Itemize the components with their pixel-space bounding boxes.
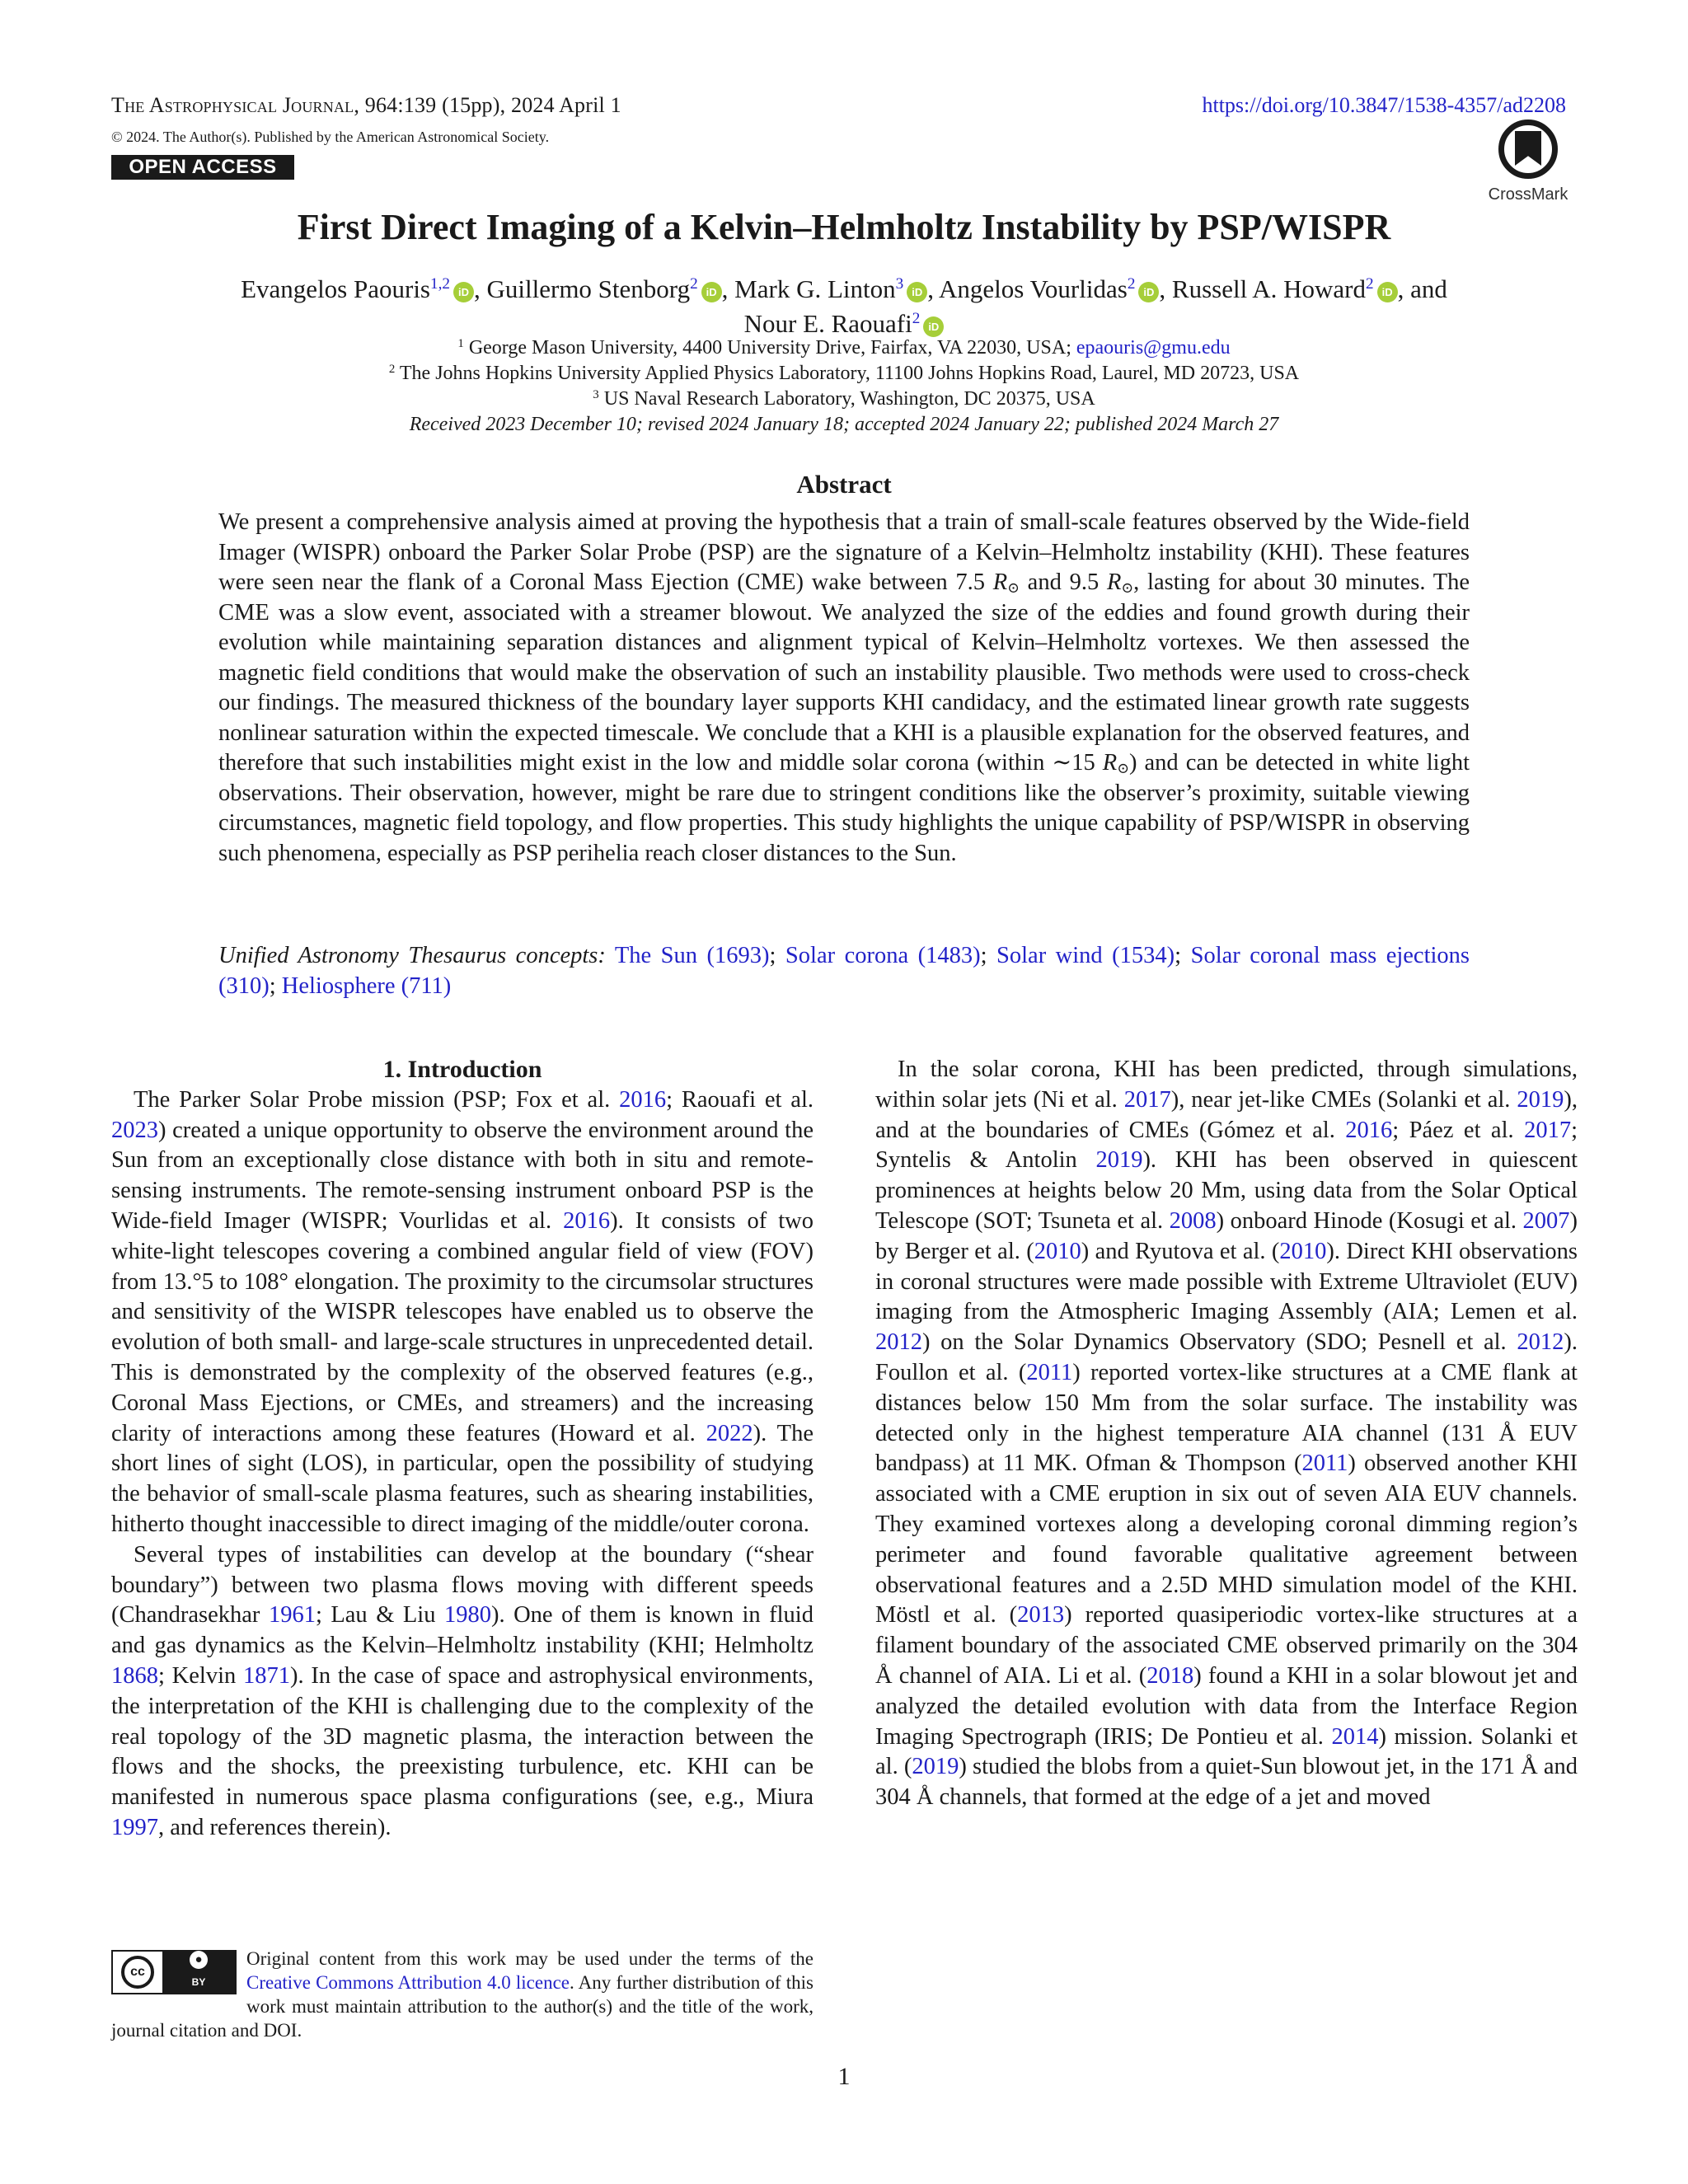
journal-name: The Astrophysical Journal <box>111 93 354 117</box>
orcid-icon[interactable]: iD <box>1377 282 1398 302</box>
affiliation-3: $^3$ US Naval Research Laboratory, Washington, DC 20375, USA <box>593 387 1095 410</box>
citation-link[interactable]: 1961 <box>268 1602 316 1629</box>
orcid-icon[interactable]: iD <box>1138 282 1159 302</box>
crossmark-button[interactable] <box>1475 120 1574 210</box>
citation-link[interactable]: 2016 <box>1345 1117 1393 1143</box>
citation-link[interactable]: 2010 <box>1034 1238 1081 1264</box>
doi-link[interactable]: https://doi.org/10.3847/1538-4357/ad2208 <box>1202 93 1566 117</box>
citation-link[interactable]: 1871 <box>242 1662 290 1689</box>
citation-link[interactable]: 2012 <box>1517 1329 1564 1356</box>
uat-link[interactable]: Heliosphere (711) <box>281 972 452 999</box>
paper-title: First Direct Imaging of a Kelvin–Helmholtz Instability by PSP/WISPR <box>297 207 1391 247</box>
uat-link[interactable]: The Sun (1693) <box>614 943 770 968</box>
citation-link[interactable]: 2011 <box>1301 1451 1348 1477</box>
author: Mark G. Linton$^3$ iD , <box>734 274 940 303</box>
citation-link[interactable]: 2023 <box>111 1117 158 1143</box>
citation-link[interactable]: 2014 <box>1331 1723 1379 1750</box>
citation-link[interactable]: 2019 <box>1517 1086 1564 1113</box>
citation-link[interactable]: 1980 <box>443 1602 491 1629</box>
left-column <box>111 1055 814 1844</box>
cc-by-badge[interactable] <box>111 1950 237 1994</box>
affiliation-2: $^2$ The Johns Hopkins University Applied Physics Laboratory, 11100 Johns Hopkins Road, Laurel, MD 20723, USA <box>388 362 1300 384</box>
right-column <box>875 1055 1578 1813</box>
citation-link[interactable]: 2013 <box>1017 1602 1065 1629</box>
citation-link[interactable]: 1997 <box>111 1814 158 1840</box>
citation-link[interactable]: 2018 <box>1146 1662 1194 1689</box>
open-access-badge: OPEN ACCESS <box>111 155 294 180</box>
journal-citation <box>111 93 621 118</box>
page-number: 1 <box>837 2063 851 2090</box>
uat-link[interactable]: Solar corona (1483) <box>785 943 981 968</box>
affiliation-ref[interactable]: 1,2 <box>430 275 451 293</box>
citation-link[interactable]: 2012 <box>875 1329 922 1356</box>
citation-details: , 964:139 (15pp), 2024 April 1 <box>354 93 621 117</box>
citation-link[interactable]: 2019 <box>912 1754 959 1780</box>
person-icon: ● <box>190 1951 208 1969</box>
paragraph: The Parker Solar Probe mission (PSP; Fox et al. 2016; Raouafi et al. 2023) created a unique opportunity to observe the environment around the Sun from an exceptionally close distance with both in situ and remote-sensing instruments. The remote-sensing instrument onboard PSP is the Wide-field Imager (WISPR; Vourlidas et al. 2016). It consists of two white-light telescopes covering a combined angular field of view (FOV) from 13.°5 to 108° elongation. The proximity to the circumsolar structures and sensitivity of the WISPR telescopes have enabled us to observe the evolution of both small- and large-scale structures in unprecedented detail. This is demonstrated by the complexity of the observed features (e.g., Coronal Mass Ejections, or CMEs, and streamers) and the increasing clarity of interactions among these features (Howard et al. 2022). The short lines of sight (LOS), in particular, open the possibility of studying the behavior of small-scale plasma features, such as shearing instabilities, hitherto thought inaccessible to direct imaging of the middle/outer corona. <box>111 1086 814 1537</box>
uat-link[interactable]: Solar coronal mass ejections (310) <box>218 943 1470 999</box>
license-notice: cc ● BY Original content from this work may be used under the terms of the Creative Commons Attribution 4.0 licence. Any further distribution of this work must maintain attribution to the author(s) and the title of the work, journal citation and DOI. <box>111 1948 814 2041</box>
section-heading: 1. Introduction <box>382 1056 542 1083</box>
author-list <box>124 272 1564 341</box>
affiliation-ref[interactable]: 2 <box>1366 275 1374 293</box>
cc-icon: cc <box>121 1956 154 1989</box>
author: Russell A. Howard$^2$ iD , and <box>1171 274 1447 303</box>
affiliation-1: $^1$ George Mason University, 4400 University Drive, Fairfax, VA 22030, USA; epaouris@gmu.edu <box>457 336 1231 359</box>
email-link[interactable]: epaouris@gmu.edu <box>1076 337 1231 359</box>
citation-link[interactable]: 2011 <box>1026 1359 1073 1385</box>
copyright-notice: © 2024. The Author(s). Published by the American Astronomical Society. <box>111 129 550 145</box>
orcid-icon[interactable]: iD <box>923 316 944 337</box>
citation-link[interactable]: 2019 <box>1095 1147 1143 1174</box>
abstract-body: We present a comprehensive analysis aimed at proving the hypothesis that a train of small-scale features observed by the Wide-field Imager (WISPR) onboard the Parker Solar Probe (PSP) are the signature of a Kelvin–Helmholtz instability (KHI). These features were seen near the flank of a Coronal Mass Ejection (CME) wake between 7.5 $R_⊙$ and 9.5 $R_⊙$, lasting for about 30 minutes. The CME was a slow event, associated with a streamer blowout. We analyzed the size of the eddies and found growth during their evolution while maintaining separation distances and alignment typical of Kelvin–Helmholtz vortexes. We then assessed the magnetic field conditions that would make the observation of such an instability plausible. Two methods were used to cross-check our findings. The measured thickness of the boundary layer supports KHI candidacy, and the estimated linear growth rate suggests nonlinear saturation within the expected timescale. We conclude that a KHI is a plausible explanation for the observed features, and therefore that such instabilities might exist in the low and middle solar corona (within ∼15 $R_⊙$) and can be detected in white light observations. Their observation, however, might be rare due to stringent conditions like the observer’s proximity, suitable viewing circumstances, magnetic field topology, and flow properties. This study highlights the unique capability of PSP/WISPR in observing such phenomena, especially as PSP perihelia reach closer distances to the Sun. <box>218 509 1470 866</box>
citation-link[interactable]: 2008 <box>1169 1207 1217 1234</box>
citation-link[interactable]: 2022 <box>706 1420 753 1446</box>
citation-link[interactable]: 2010 <box>1279 1238 1327 1264</box>
citation-link[interactable]: 2016 <box>619 1086 667 1113</box>
affiliation-ref[interactable]: 2 <box>1127 275 1136 293</box>
citation-link[interactable]: 2007 <box>1522 1207 1570 1234</box>
citation-link[interactable]: 2016 <box>563 1207 611 1234</box>
affiliation-ref[interactable]: 3 <box>895 275 904 293</box>
license-link[interactable]: Creative Commons Attribution 4.0 licence <box>246 1972 570 1993</box>
citation-link[interactable]: 2017 <box>1123 1086 1171 1113</box>
affiliations <box>124 335 1564 438</box>
publication-dates: Received 2023 December 10; revised 2024 January 18; accepted 2024 January 22; published 2024 March 27 <box>409 414 1279 435</box>
paragraph: Several types of instabilities can develop at the boundary (“shear boundary”) between two plasma flows moving with different speeds (Chandrasekhar 1961; Lau & Liu 1980). One of them is known in fluid and gas dynamics as the Kelvin–Helmholtz instability (KHI; Helmholtz 1868; Kelvin 1871). In the case of space and astrophysical environments, the interpretation of the KHI is challenging due to the complexity of the real topology of the 3D magnetic plasma, the interaction between the flows and the shocks, the preexisting turbulence, etc. KHI can be manifested in numerous space plasma configurations (see, e.g., Miura 1997, and references therein). <box>111 1541 814 1840</box>
uat-concepts: Unified Astronomy Thesaurus concepts: The Sun (1693); Solar corona (1483); Solar wind (1534); Solar coronal mass ejections (310); Heliosphere (711) <box>218 943 1470 999</box>
author: Nour E. Raouafi$^2$ iD <box>744 309 945 338</box>
citation-link[interactable]: 2017 <box>1524 1117 1572 1143</box>
by-label: BY <box>191 1975 206 1988</box>
orcid-icon[interactable]: iD <box>701 282 722 302</box>
crossmark-label: CrossMark <box>1488 185 1568 204</box>
affiliation-ref[interactable]: 2 <box>690 275 698 293</box>
paragraph: In the solar corona, KHI has been predicted, through simulations, within solar jets (Ni et al. 2017), near jet-like CMEs (Solanki et al. 2019), and at the boundaries of CMEs (Gómez et al. 2016; Páez et al. 2017; Syntelis & Antolin 2019). KHI has been observed in quiescent prominences at heights below 20 Mm, using data from the Solar Optical Telescope (SOT; Tsuneta et al. 2008) onboard Hinode (Kosugi et al. 2007) by Berger et al. (2010) and Ryutova et al. (2010). Direct KHI observations in coronal structures were made possible with Extreme Ultraviolet (EUV) imaging from the Atmospheric Imaging Assembly (AIA; Lemen et al. 2012) on the Solar Dynamics Observatory (SDO; Pesnell et al. 2012). Foullon et al. (2011) reported vortex-like structures at a CME flank at distances below 150 Mm from the solar surface. The instability was detected only in the highest temperature AIA channel (131 Å EUV bandpass) at 11 MK. Ofman & Thompson (2011) observed another KHI associated with a CME eruption in six out of seven AIA EUV channels. They examined vortexes along a developing coronal dimming region’s perimeter and found favorable qualitative agreement between observational features and a 2.5D MHD simulation model of the KHI. Möstl et al. (2013) reported quasiperiodic vortex-like structures at a filament boundary of the associated CME observed primarily on the 304 Å channel of AIA. Li et al. (2018) found a KHI in a solar blowout jet and analyzed the detailed evolution with data from the Interface Region Imaging Spectrograph (IRIS; De Pontieu et al. 2014) mission. Solanki et al. (2019) studied the blobs from a quiet-Sun blowout jet, in the 171 Å and 304 Å channels, that formed at the edge of a jet and moved <box>875 1057 1578 1811</box>
abstract-heading: Abstract <box>796 470 892 499</box>
author: Evangelos Paouris$^{1,2}$ iD , <box>241 274 487 303</box>
author: Guillermo Stenborg$^2$ iD , <box>486 274 735 303</box>
author: Angelos Vourlidas$^2$ iD , <box>939 274 1172 303</box>
orcid-icon[interactable]: iD <box>907 282 927 302</box>
uat-link[interactable]: Solar wind (1534) <box>996 943 1175 968</box>
affiliation-ref[interactable]: 2 <box>912 310 921 328</box>
citation-link[interactable]: 1868 <box>111 1662 158 1689</box>
orcid-icon[interactable]: iD <box>453 282 474 302</box>
